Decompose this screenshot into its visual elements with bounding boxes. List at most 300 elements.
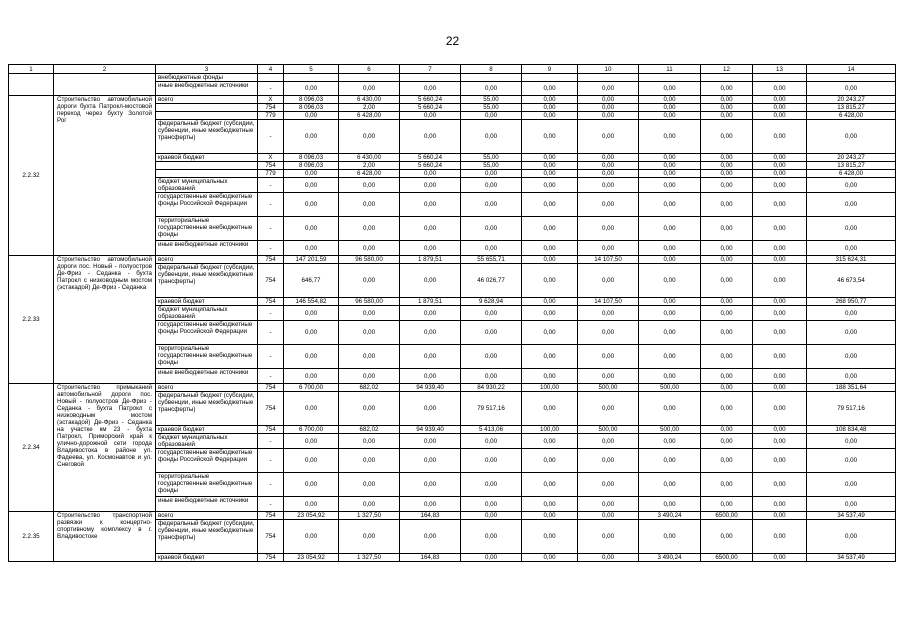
amount-cell: 3 490,24 [639,512,701,520]
amount-cell: 0,00 [639,178,701,193]
amount-cell: 0,00 [522,520,578,554]
amount-cell [639,74,701,82]
amount-cell: 94 939,40 [400,426,461,434]
total-cell: 34 537,49 [807,512,896,520]
amount-cell: 0,00 [753,473,807,497]
amount-cell: 146 554,82 [284,298,339,306]
amount-cell: 84 930,22 [461,384,522,392]
amount-cell: 0,00 [753,512,807,520]
amount-cell: 0,00 [753,520,807,554]
header-row [9,65,896,74]
amount-cell: 0,00 [400,321,461,345]
amount-cell: 0,00 [522,82,578,96]
funding-source: бюджет муниципальных образований [156,306,258,321]
amount-cell: 0,00 [400,178,461,193]
amount-cell: 0,00 [522,241,578,256]
amount-cell: 5 413,06 [461,426,522,434]
amount-cell: 0,00 [701,321,753,345]
amount-cell: 6500,00 [701,512,753,520]
amount-cell: 0,00 [639,96,701,104]
amount-cell: 0,00 [522,306,578,321]
amount-cell: 0,00 [284,520,339,554]
amount-cell: 0,00 [522,369,578,384]
amount-cell: 0,00 [639,306,701,321]
amount-cell: 23 054,92 [284,512,339,520]
amount-cell: 0,00 [461,512,522,520]
amount-cell: 0,00 [522,120,578,154]
table-row [9,74,896,82]
amount-cell: 0,00 [284,241,339,256]
amount-cell: 0,00 [639,434,701,449]
amount-cell: 0,00 [701,426,753,434]
amount-cell: 0,00 [753,120,807,154]
amount-cell: 0,00 [461,306,522,321]
header-cell: 12 [701,65,753,74]
amount-cell: 0,00 [284,449,339,473]
grbs-code: X [258,96,284,104]
total-cell: 20 243,27 [807,154,896,162]
amount-cell: 0,00 [701,449,753,473]
funding-source: всего [156,256,258,264]
amount-cell: 0,00 [284,321,339,345]
amount-cell: 0,00 [701,154,753,162]
amount-cell: 0,00 [461,520,522,554]
total-cell: 6 428,00 [807,112,896,120]
amount-cell: 1 879,51 [400,298,461,306]
amount-cell: 0,00 [701,497,753,512]
amount-cell: 6 428,00 [339,112,400,120]
amount-cell: 5 660,24 [400,104,461,112]
amount-cell: 0,00 [701,392,753,426]
amount-cell: 14 107,50 [578,298,639,306]
funding-source [156,170,258,178]
amount-cell: 0,00 [284,434,339,449]
amount-cell: 0,00 [522,178,578,193]
total-cell: 108 834,48 [807,426,896,434]
amount-cell [522,74,578,82]
amount-cell: 0,00 [753,112,807,120]
amount-cell [753,74,807,82]
amount-cell: 0,00 [753,369,807,384]
amount-cell: 0,00 [578,321,639,345]
grbs-code: - [258,345,284,369]
amount-cell: 0,00 [400,120,461,154]
amount-cell: 0,00 [578,154,639,162]
funding-source: краевой бюджет [156,298,258,306]
total-cell: 0,00 [807,193,896,217]
amount-cell: 0,00 [578,392,639,426]
grbs-code: - [258,217,284,241]
total-cell [807,74,896,82]
amount-cell: 0,00 [701,178,753,193]
amount-cell: 0,00 [284,306,339,321]
amount-cell: 0,00 [578,82,639,96]
amount-cell: 100,00 [522,426,578,434]
amount-cell: 0,00 [753,162,807,170]
amount-cell: 0,00 [461,241,522,256]
grbs-code: - [258,434,284,449]
funding-source [156,112,258,120]
total-cell: 79 517,16 [807,392,896,426]
item-name: Строительство примыканий автомобильной дороги пос. Новый - полуостров Де-Фриз - Седанка - бухта Патрокл с низководным мостом (эстакадой) Де-Фриз - Седанка на участке км 23 - бухта Патрокл, Приморский край к улично-дорожной сети города Владивостока в районе ул. Фадеева, ул. Космонавтов и ул. Снеговой [54,384,156,512]
amount-cell: 0,00 [339,241,400,256]
amount-cell: 0,00 [753,170,807,178]
funding-source: иные внебюджетные источники [156,497,258,512]
amount-cell: 0,00 [701,104,753,112]
amount-cell: 0,00 [701,96,753,104]
amount-cell: 0,00 [339,449,400,473]
amount-cell: 147 201,59 [284,256,339,264]
amount-cell: 0,00 [639,162,701,170]
amount-cell: 0,00 [753,241,807,256]
amount-cell: 0,00 [578,241,639,256]
amount-cell: 0,00 [522,193,578,217]
amount-cell: 0,00 [522,434,578,449]
amount-cell: 23 054,92 [284,554,339,562]
amount-cell: 0,00 [639,473,701,497]
amount-cell: 0,00 [701,120,753,154]
total-cell: 13 815,27 [807,162,896,170]
amount-cell: 0,00 [701,241,753,256]
amount-cell: 0,00 [522,345,578,369]
grbs-code: - [258,306,284,321]
grbs-code: 754 [258,520,284,554]
grbs-code: - [258,449,284,473]
amount-cell: 0,00 [522,264,578,298]
amount-cell: 0,00 [639,449,701,473]
funding-source: федеральный бюджет (субсидии, субвенции, иные межбюджетные трансферты) [156,264,258,298]
amount-cell [400,74,461,82]
amount-cell: 0,00 [461,497,522,512]
amount-cell: 0,00 [753,321,807,345]
amount-cell: 0,00 [753,384,807,392]
amount-cell: 0,00 [400,112,461,120]
amount-cell: 9 628,94 [461,298,522,306]
grbs-code: - [258,82,284,96]
amount-cell: 0,00 [701,384,753,392]
amount-cell: 100,00 [522,384,578,392]
amount-cell: 0,00 [578,306,639,321]
grbs-code: 754 [258,426,284,434]
amount-cell: 0,00 [284,497,339,512]
amount-cell: 0,00 [339,306,400,321]
funding-source: иные внебюджетные источники [156,241,258,256]
amount-cell: 0,00 [753,298,807,306]
funding-source: территориальные государственные внебюджетные фонды [156,473,258,497]
total-cell: 6 428,00 [807,170,896,178]
amount-cell: 0,00 [339,264,400,298]
funding-source: внебюджетные фонды [156,74,258,82]
amount-cell: 0,00 [701,306,753,321]
item-code: 2.2.34 [9,384,54,512]
amount-cell: 0,00 [400,306,461,321]
total-cell: 20 243,27 [807,96,896,104]
grbs-code: 754 [258,554,284,562]
amount-cell: 0,00 [339,520,400,554]
amount-cell: 0,00 [639,369,701,384]
amount-cell: 0,00 [753,154,807,162]
amount-cell: 0,00 [522,104,578,112]
amount-cell: 0,00 [461,321,522,345]
amount-cell: 0,00 [522,217,578,241]
amount-cell: 0,00 [639,154,701,162]
amount-cell: 6 428,00 [339,170,400,178]
total-cell: 0,00 [807,306,896,321]
grbs-code: 754 [258,264,284,298]
amount-cell: 0,00 [522,512,578,520]
amount-cell: 0,00 [701,473,753,497]
amount-cell: 1 327,50 [339,512,400,520]
amount-cell: 0,00 [701,256,753,264]
amount-cell: 0,00 [522,298,578,306]
amount-cell: 0,00 [753,193,807,217]
header-cell: 8 [461,65,522,74]
amount-cell: 0,00 [461,554,522,562]
amount-cell: 0,00 [753,345,807,369]
amount-cell: 55,00 [461,154,522,162]
amount-cell: 0,00 [522,554,578,562]
header-cell: 7 [400,65,461,74]
item-code: 2.2.33 [9,256,54,384]
amount-cell: 0,00 [461,193,522,217]
amount-cell: 0,00 [753,434,807,449]
amount-cell: 0,00 [639,104,701,112]
grbs-code: X [258,154,284,162]
amount-cell: 0,00 [639,112,701,120]
amount-cell: 0,00 [639,264,701,298]
amount-cell: 0,00 [639,256,701,264]
amount-cell: 0,00 [578,193,639,217]
total-cell: 0,00 [807,473,896,497]
total-cell: 0,00 [807,178,896,193]
funding-source: иные внебюджетные источники [156,369,258,384]
amount-cell: 8 096,03 [284,96,339,104]
amount-cell: 0,00 [578,96,639,104]
table-row [9,512,896,520]
header-cell: 1 [9,65,54,74]
grbs-code: 754 [258,104,284,112]
amount-cell: 0,00 [400,345,461,369]
header-cell: 14 [807,65,896,74]
amount-cell: 0,00 [639,217,701,241]
amount-cell: 500,00 [578,426,639,434]
amount-cell: 0,00 [753,497,807,512]
amount-cell: 0,00 [753,104,807,112]
amount-cell: 0,00 [461,120,522,154]
amount-cell: 0,00 [339,178,400,193]
amount-cell: 55 655,71 [461,256,522,264]
grbs-code: - [258,369,284,384]
total-cell: 0,00 [807,497,896,512]
amount-cell [284,74,339,82]
header-cell: 6 [339,65,400,74]
amount-cell: 0,00 [339,120,400,154]
grbs-code: - [258,497,284,512]
total-cell: 13 815,27 [807,104,896,112]
amount-cell: 0,00 [701,193,753,217]
amount-cell: 0,00 [400,449,461,473]
amount-cell: 0,00 [400,434,461,449]
grbs-code: - [258,120,284,154]
grbs-code: - [258,473,284,497]
header-cell: 3 [156,65,258,74]
amount-cell: 0,00 [753,178,807,193]
amount-cell: 0,00 [578,170,639,178]
funding-source: бюджет муниципальных образований [156,434,258,449]
amount-cell: 0,00 [753,554,807,562]
amount-cell: 96 580,00 [339,256,400,264]
amount-cell: 0,00 [400,369,461,384]
amount-cell: 55,00 [461,104,522,112]
amount-cell: 646,77 [284,264,339,298]
grbs-code: 754 [258,256,284,264]
total-cell: 0,00 [807,369,896,384]
total-cell: 46 673,54 [807,264,896,298]
amount-cell: 0,00 [284,178,339,193]
amount-cell: 5 660,24 [400,96,461,104]
total-cell: 34 537,49 [807,554,896,562]
amount-cell: 0,00 [400,473,461,497]
amount-cell: 0,00 [578,178,639,193]
amount-cell: 5 660,24 [400,162,461,170]
item-code: 2.2.35 [9,512,54,562]
table-row [9,256,896,264]
amount-cell: 0,00 [339,321,400,345]
amount-cell: 94 939,40 [400,384,461,392]
amount-cell: 0,00 [753,306,807,321]
amount-cell: 0,00 [522,473,578,497]
budget-table [8,64,896,562]
funding-source: государственные внебюджетные фонды Российской Федерации [156,193,258,217]
grbs-code: 754 [258,162,284,170]
funding-source: иные внебюджетные источники [156,82,258,96]
amount-cell: 0,00 [753,264,807,298]
amount-cell: 0,00 [284,112,339,120]
amount-cell: 0,00 [522,497,578,512]
amount-cell: 0,00 [461,82,522,96]
amount-cell: 0,00 [400,170,461,178]
amount-cell: 0,00 [753,426,807,434]
amount-cell: 96 580,00 [339,298,400,306]
total-cell: 268 950,77 [807,298,896,306]
grbs-code: - [258,178,284,193]
amount-cell: 0,00 [753,392,807,426]
amount-cell: 0,00 [284,392,339,426]
amount-cell: 0,00 [639,241,701,256]
amount-cell: 14 107,50 [578,256,639,264]
item-code: 2.2.32 [9,96,54,256]
funding-source: федеральный бюджет (субсидии, субвенции, иные межбюджетные трансферты) [156,392,258,426]
grbs-code: 754 [258,392,284,426]
amount-cell: 0,00 [522,256,578,264]
header-cell: 4 [258,65,284,74]
total-cell: 0,00 [807,345,896,369]
amount-cell: 0,00 [578,264,639,298]
funding-source: всего [156,512,258,520]
amount-cell: 0,00 [701,369,753,384]
amount-cell: 6 430,00 [339,96,400,104]
amount-cell: 2,00 [339,104,400,112]
funding-source: краевой бюджет [156,554,258,562]
amount-cell: 0,00 [578,162,639,170]
funding-source: федеральный бюджет (субсидии, субвенции, иные межбюджетные трансферты) [156,520,258,554]
funding-source: всего [156,96,258,104]
item-name: Строительство автомобильной дороги пос. Новый - полуостров Де-Фриз - Седанка - бухта Патрокл с низководным мостом (эстакадой) Де-Фриз - Седанка [54,256,156,384]
amount-cell: 0,00 [461,473,522,497]
amount-cell: 0,00 [701,264,753,298]
grbs-code: 754 [258,298,284,306]
amount-cell: 0,00 [284,170,339,178]
amount-cell: 46 026,77 [461,264,522,298]
amount-cell: 0,00 [753,217,807,241]
amount-cell: 0,00 [639,193,701,217]
amount-cell: 0,00 [522,112,578,120]
amount-cell: 0,00 [284,193,339,217]
amount-cell: 164,83 [400,512,461,520]
amount-cell: 0,00 [578,497,639,512]
amount-cell: 0,00 [639,345,701,369]
funding-source [156,162,258,170]
amount-cell: 0,00 [701,434,753,449]
amount-cell: 0,00 [701,82,753,96]
amount-cell: 79 517,16 [461,392,522,426]
total-cell: 0,00 [807,449,896,473]
amount-cell: 0,00 [339,497,400,512]
amount-cell: 0,00 [400,497,461,512]
amount-cell: 0,00 [339,434,400,449]
amount-cell: 0,00 [284,217,339,241]
amount-cell: 0,00 [753,449,807,473]
amount-cell: 5 660,24 [400,154,461,162]
amount-cell: 0,00 [400,241,461,256]
header-cell: 5 [284,65,339,74]
amount-cell: 0,00 [578,120,639,154]
amount-cell [461,74,522,82]
amount-cell: 682,02 [339,426,400,434]
amount-cell: 0,00 [578,473,639,497]
amount-cell: 0,00 [400,82,461,96]
grbs-code [258,74,284,82]
amount-cell: 8 096,03 [284,104,339,112]
amount-cell: 0,00 [753,96,807,104]
amount-cell: 0,00 [578,434,639,449]
amount-cell: 0,00 [578,520,639,554]
item-name [54,74,156,96]
amount-cell: 0,00 [522,154,578,162]
funding-source: всего [156,384,258,392]
funding-source: территориальные государственные внебюджетные фонды [156,217,258,241]
grbs-code: - [258,321,284,345]
amount-cell: 0,00 [701,298,753,306]
amount-cell: 0,00 [522,392,578,426]
funding-source: федеральный бюджет (субсидии, субвенции, иные межбюджетные трансферты) [156,120,258,154]
item-name: Строительство автомобильной дороги бухта Патрокл-мостовой переход через бухту Золотой Рог [54,96,156,256]
amount-cell: 0,00 [339,217,400,241]
amount-cell: 3 490,24 [639,554,701,562]
header-cell: 13 [753,65,807,74]
funding-source: краевой бюджет [156,154,258,162]
total-cell: 188 351,64 [807,384,896,392]
total-cell: 0,00 [807,217,896,241]
amount-cell: 0,00 [578,345,639,369]
amount-cell: 0,00 [400,520,461,554]
amount-cell: 0,00 [639,497,701,512]
header-cell: 9 [522,65,578,74]
amount-cell: 0,00 [639,520,701,554]
header-cell: 10 [578,65,639,74]
amount-cell: 0,00 [339,392,400,426]
total-cell: 0,00 [807,434,896,449]
